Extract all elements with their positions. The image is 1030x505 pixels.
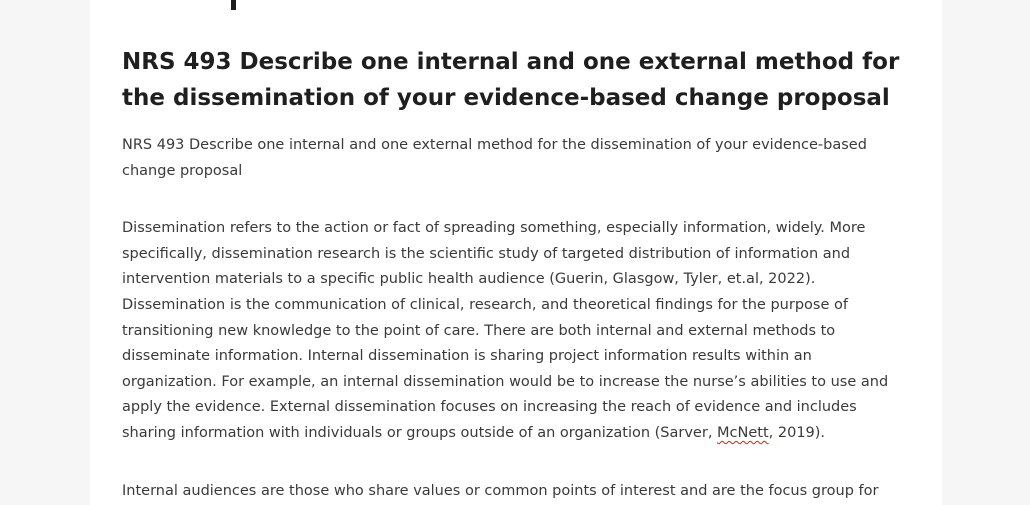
article-content [122, 44, 907, 504]
spellcheck-flagged-word: McNett [717, 424, 769, 441]
body-paragraph-1 [122, 216, 907, 446]
article-title: NRS 493 Describe one internal and one external method for the dissemination of your evidence-based change proposal [122, 49, 900, 111]
paragraph-1-text: Dissemination refers to the action or fact of spreading something, especially information, widely. More specifically, dissemination research is the scientific study of targeted distribution of information and intervention materials to a specific public health audience (Guerin, Glasgow, Tyler, et.al, 2022). Dissemination is the communication of clinical, research, and theoretical findings for the purpose of transitioning new knowledge to the point of care. There are both internal and external methods to disseminate information. Internal dissemination is sharing project information results within an organization. For example, an internal dissemination would be to increase the nurse’s abilities to use and apply the evidence. External dissemination focuses on increasing the reach of evidence and includes sharing information with individuals or groups outside of an organization (Sarver, [122, 220, 889, 441]
paragraph-1-text-end: , 2019). [768, 424, 826, 441]
article-page [90, 0, 942, 505]
body-paragraph-2: Internal audiences are those who share values or common points of interest and are the focus group for [122, 482, 879, 499]
cropped-heading-fragment [231, 0, 236, 10]
article-subtitle: NRS 493 Describe one internal and one external method for the dissemination of your evidence-based change proposal [122, 137, 867, 179]
